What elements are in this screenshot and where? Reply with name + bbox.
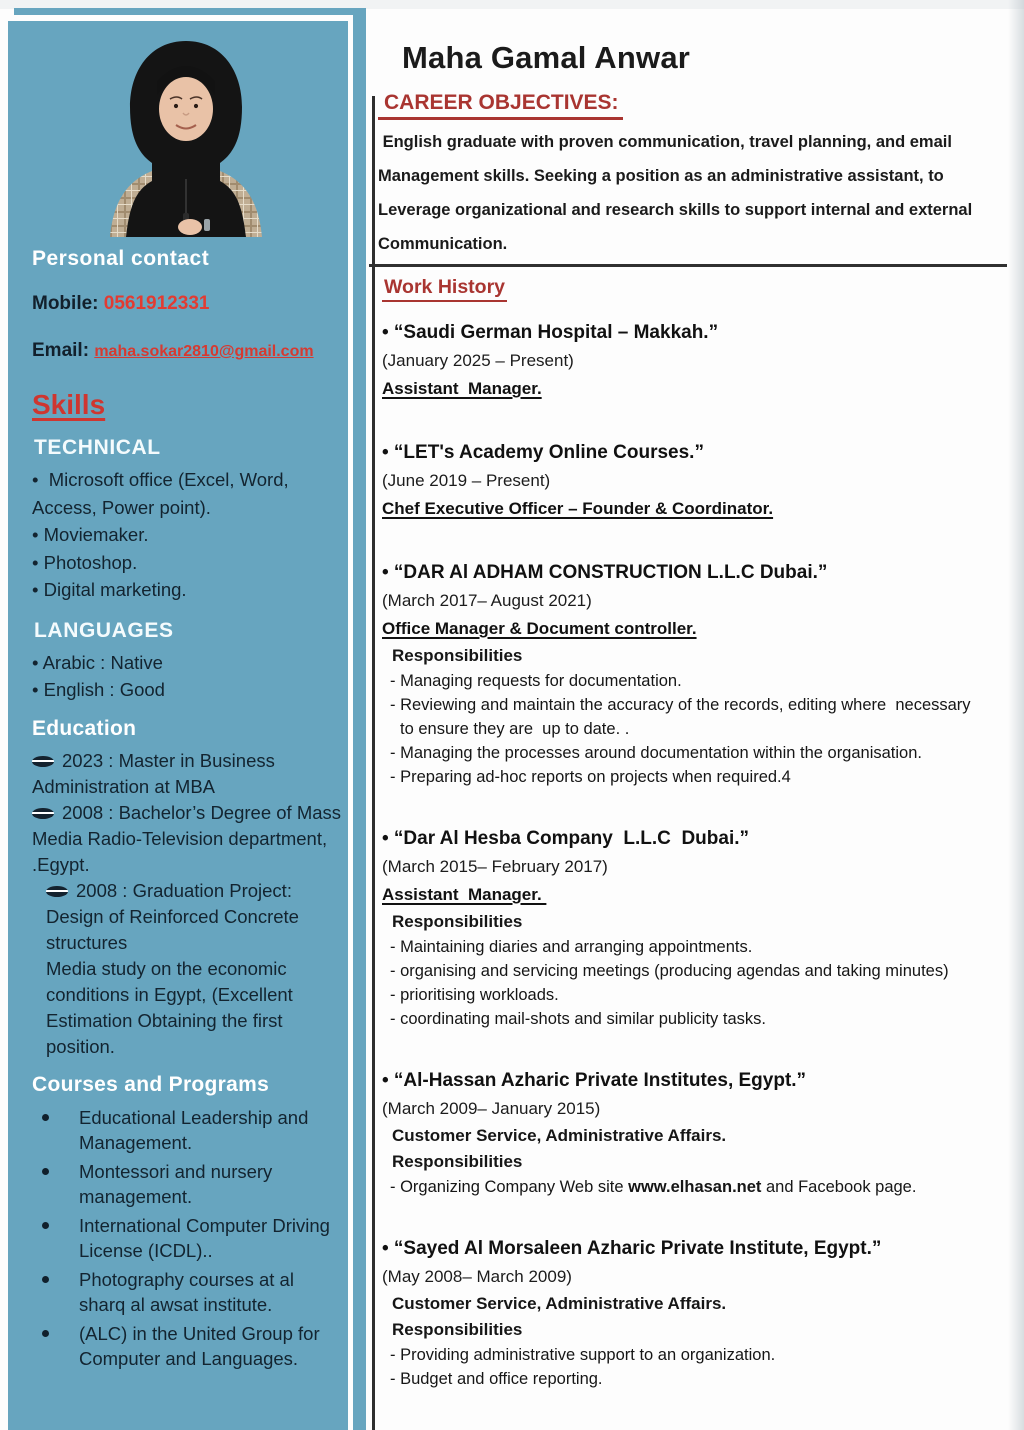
course-text: Educational Leadership and xyxy=(79,1106,309,1128)
job-role: Customer Service, Administrative Affairs. xyxy=(392,1126,727,1145)
bullet-dot xyxy=(42,1114,49,1121)
job-role: Customer Service, Administrative Affairs. xyxy=(392,1294,727,1313)
objective-line: Management skills. Seeking a position as an administrative assistant, to xyxy=(378,167,944,185)
education-text: position. xyxy=(46,1035,115,1057)
job-entry xyxy=(382,1235,1010,1391)
responsibility-item: - Managing requests for documentation. xyxy=(390,672,682,690)
course-text: Photography courses at al xyxy=(79,1268,294,1290)
work-history-heading: Work History xyxy=(382,276,507,302)
responsibility-text: - Organizing Company Web site xyxy=(390,1178,629,1196)
education-text: Media study on the economic xyxy=(46,957,287,979)
course-item xyxy=(32,1213,348,1264)
job-entry xyxy=(382,439,1010,523)
language-item: • English : Good xyxy=(32,679,165,700)
responsibility-item: - Maintaining diaries and arranging appointments. xyxy=(390,938,753,956)
education-item xyxy=(32,748,348,800)
course-item xyxy=(32,1267,348,1318)
responsibility-item: - organising and servicing meetings (producing agendas and taking minutes) xyxy=(390,962,949,980)
education-text: Design of Reinforced Concrete xyxy=(46,905,299,927)
technical-item: • Digital marketing. xyxy=(32,579,187,600)
website-text: www.elhasan.net xyxy=(628,1178,762,1196)
course-text: management. xyxy=(79,1186,193,1207)
job-entry xyxy=(382,1067,1010,1199)
sidebar-frame-right xyxy=(353,8,366,1430)
content-left-border xyxy=(372,96,375,1430)
course-text: Computer and Languages. xyxy=(79,1348,299,1369)
education-text: conditions in Egypt, (Excellent xyxy=(46,983,293,1005)
course-item xyxy=(32,1321,348,1372)
course-text: International Computer Driving xyxy=(79,1214,330,1236)
job-role: Assistant Manager. xyxy=(382,885,547,904)
job-entry xyxy=(382,825,1010,1031)
responsibility-text: and Facebook page. xyxy=(761,1178,917,1196)
mobile-label: Mobile: xyxy=(32,293,104,314)
career-objectives-heading: CAREER OBJECTIVES: xyxy=(378,91,623,120)
education-text: .Egypt. xyxy=(32,853,90,875)
technical-item: • Microsoft office (Excel, Word, xyxy=(32,469,289,490)
education-text: Media Radio-Television department, xyxy=(32,827,328,849)
technical-item: • Moviemaker. xyxy=(32,524,149,545)
skills-heading: Skills xyxy=(32,389,106,420)
job-role: Assistant Manager. xyxy=(382,379,542,398)
responsibility-item: - Budget and office reporting. xyxy=(390,1370,603,1388)
education-text: 2008 : Bachelor’s Degree of Mass xyxy=(62,801,342,823)
bullet-dot xyxy=(42,1276,49,1283)
job-title: • “Saudi German Hospital – Makkah.” xyxy=(382,322,719,343)
graduation-icon xyxy=(46,886,68,897)
bullet-dot xyxy=(42,1222,49,1229)
email-line xyxy=(32,340,348,362)
objective-line: Leverage organizational and research skills to support internal and external xyxy=(378,201,973,219)
courses-list xyxy=(32,1105,348,1372)
course-item xyxy=(32,1105,348,1156)
technical-item: • Photoshop. xyxy=(32,551,138,573)
mobile-line xyxy=(32,293,348,315)
personal-contact-heading: Personal contact xyxy=(32,247,210,270)
responsibility-item: - Providing administrative support to an organization. xyxy=(390,1346,776,1364)
job-period: (May 2008– March 2009) xyxy=(382,1267,572,1286)
sidebar xyxy=(8,21,348,1430)
sidebar-frame-top xyxy=(14,8,366,15)
responsibility-item: - Reviewing and maintain the accuracy of the records, editing where necessary xyxy=(390,696,971,714)
education-text: structures xyxy=(46,931,128,953)
responsibility-item: - Managing the processes around documentation within the organisation. xyxy=(390,744,922,762)
education-text: 2023 : Master in Business xyxy=(62,749,275,771)
education-text: Administration at MBA xyxy=(32,775,216,797)
course-text: sharq al awsat institute. xyxy=(79,1294,273,1315)
education-list xyxy=(32,748,348,1060)
job-title: • “Dar Al Hesba Company L.L.C Dubai.” xyxy=(382,828,750,849)
career-objectives-text xyxy=(378,125,1010,261)
technical-list xyxy=(32,466,348,604)
objective-line: Communication. xyxy=(378,235,508,253)
course-item xyxy=(32,1159,348,1210)
email-label: Email: xyxy=(32,340,95,361)
education-item xyxy=(32,800,348,878)
responsibility-item: - coordinating mail-shots and similar publicity tasks. xyxy=(390,1010,766,1028)
education-item xyxy=(46,878,348,1060)
job-title: • “Sayed Al Morsaleen Azharic Private Institute, Egypt.” xyxy=(382,1238,882,1259)
graduation-icon xyxy=(32,756,54,767)
job-entry xyxy=(382,559,1010,789)
job-period: (March 2009– January 2015) xyxy=(382,1099,601,1118)
course-text: License (ICDL).. xyxy=(79,1240,213,1261)
candidate-name: Maha Gamal Anwar xyxy=(402,40,691,75)
responsibilities-heading: Responsibilities xyxy=(392,1152,523,1171)
job-role: Office Manager & Document controller. xyxy=(382,619,697,638)
job-title: • “DAR Al ADHAM CONSTRUCTION L.L.C Dubai.” xyxy=(382,562,828,583)
technical-heading: TECHNICAL xyxy=(34,436,161,459)
mobile-number: 0561912331 xyxy=(103,293,210,314)
job-role: Chef Executive Officer – Founder & Coordinator. xyxy=(382,499,774,518)
graduation-icon xyxy=(32,808,54,819)
profile-photo xyxy=(68,29,304,237)
education-text: 2008 : Graduation Project: xyxy=(76,879,292,901)
email-link[interactable]: maha.sokar2810@gmail.com xyxy=(94,343,314,360)
course-text: Montessori and nursery xyxy=(79,1160,273,1182)
course-text: Management. xyxy=(79,1132,193,1153)
responsibilities-heading: Responsibilities xyxy=(392,646,523,665)
page-right-edge xyxy=(1008,0,1024,1430)
main-content xyxy=(378,0,1010,1427)
bullet-dot xyxy=(42,1168,49,1175)
courses-heading: Courses and Programs xyxy=(32,1072,270,1096)
job-period: (June 2019 – Present) xyxy=(382,471,551,490)
responsibility-item xyxy=(390,1175,1010,1199)
job-title: • “LET's Academy Online Courses.” xyxy=(382,442,704,463)
job-title: • “Al-Hassan Azharic Private Institutes, Egypt.” xyxy=(382,1070,807,1091)
languages-list xyxy=(32,649,348,704)
technical-item: Access, Power point). xyxy=(32,496,211,518)
education-heading: Education xyxy=(32,716,137,740)
bullet-dot xyxy=(42,1330,49,1337)
responsibilities-heading: Responsibilities xyxy=(392,1320,523,1339)
job-period: (March 2017– August 2021) xyxy=(382,591,592,610)
objective-line: English graduate with proven communication, travel planning, and email xyxy=(378,133,952,151)
language-item: • Arabic : Native xyxy=(32,651,163,673)
responsibilities-heading: Responsibilities xyxy=(392,912,523,931)
job-entry xyxy=(382,319,1010,403)
responsibility-item: - Preparing ad-hoc reports on projects when required.4 xyxy=(390,768,791,786)
course-text: (ALC) in the United Group for xyxy=(79,1322,320,1344)
responsibility-item: to ensure they are up to date. . xyxy=(400,720,630,738)
responsibility-item: - prioritising workloads. xyxy=(390,986,559,1004)
languages-heading: LANGUAGES xyxy=(34,618,174,642)
job-period: (March 2015– February 2017) xyxy=(382,857,608,876)
education-text: Estimation Obtaining the first xyxy=(46,1009,283,1031)
job-period: (January 2025 – Present) xyxy=(382,351,574,370)
